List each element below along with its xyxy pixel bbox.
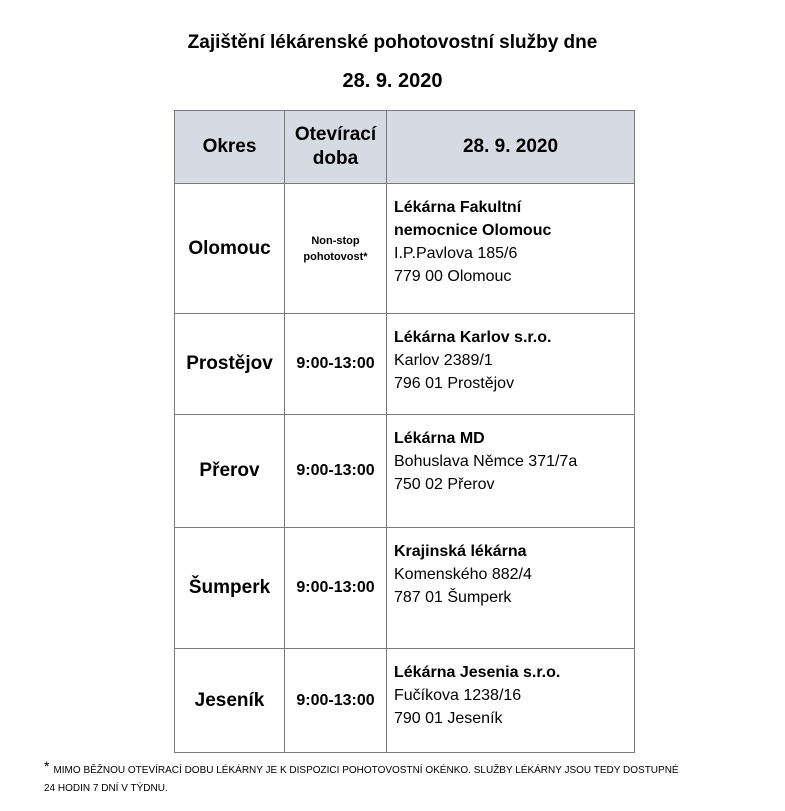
pharmacy-cell	[387, 184, 635, 314]
pharmacy-cell	[387, 314, 635, 415]
footnote-text: MIMO BĚŽNOU OTEVÍRACÍ DOBU LÉKÁRNY JE K DISPOZICI POHOTOVOSTNÍ OKÉNKO. SLUŽBY LÉKÁRNY JSOU TEDY DOSTUPNÉ	[53, 765, 679, 776]
district-cell: Prostějov	[175, 314, 285, 415]
header-date: 28. 9. 2020	[387, 111, 635, 184]
footnote	[44, 757, 754, 798]
pharmacy-cell	[387, 415, 635, 528]
pharmacy-name-line2: nemocnice Olomouc	[394, 222, 552, 239]
footnote-line2: 24 HODIN 7 DNÍ V TÝDNU.	[44, 783, 168, 794]
table-header-row	[175, 111, 635, 184]
header-hours-line2: doba	[312, 148, 359, 169]
pharmacy-city: 796 01 Prostějov	[394, 375, 515, 392]
pharmacy-street: Komenského 882/4	[394, 566, 532, 583]
pharmacy-street: Karlov 2389/1	[394, 352, 493, 369]
header-hours-line1: Otevírací	[294, 124, 377, 145]
pharmacy-city: 750 02 Přerov	[394, 476, 495, 493]
table-row	[175, 528, 635, 649]
page-title: Zajištění lékárenské pohotovostní služby dne	[187, 32, 598, 53]
pharmacy-name-line1: Lékárna Fakultní	[394, 199, 522, 216]
header-district: Okres	[175, 111, 285, 184]
hours-cell: 9:00-13:00	[285, 528, 387, 649]
pharmacy-street: Fučíkova 1238/16	[394, 687, 522, 704]
hours-line2: pohotovost*	[303, 250, 368, 263]
table-row	[175, 184, 635, 314]
hours-cell: 9:00-13:00	[285, 314, 387, 415]
table-row	[175, 314, 635, 415]
pharmacy-street: Bohuslava Němce 371/7a	[394, 453, 578, 470]
pharmacy-name: Lékárna MD	[394, 430, 485, 447]
district-cell: Šumperk	[175, 528, 285, 649]
pharmacy-city: 787 01 Šumperk	[394, 589, 512, 606]
pharmacy-cell	[387, 528, 635, 649]
hours-line1: Non-stop	[311, 234, 360, 247]
hours-cell: 9:00-13:00	[285, 649, 387, 753]
footnote-star: *	[44, 758, 50, 774]
district-cell: Jeseník	[175, 649, 285, 753]
table-row	[175, 415, 635, 528]
pharmacy-name: Krajinská lékárna	[394, 543, 527, 560]
pharmacy-city: 779 00 Olomouc	[394, 268, 512, 285]
pharmacy-name: Lékárna Jesenia s.r.o.	[394, 664, 561, 681]
pharmacy-table	[174, 110, 635, 753]
table-row	[175, 649, 635, 753]
pharmacy-name: Lékárna Karlov s.r.o.	[394, 329, 552, 346]
district-cell: Přerov	[175, 415, 285, 528]
district-cell: Olomouc	[175, 184, 285, 314]
page-date: 28. 9. 2020	[342, 70, 443, 92]
header-hours	[285, 111, 387, 184]
pharmacy-city: 790 01 Jeseník	[394, 710, 503, 727]
hours-cell	[285, 184, 387, 314]
hours-cell: 9:00-13:00	[285, 415, 387, 528]
pharmacy-street: I.P.Pavlova 185/6	[394, 245, 518, 262]
pharmacy-cell	[387, 649, 635, 753]
footnote-line1	[44, 757, 754, 780]
